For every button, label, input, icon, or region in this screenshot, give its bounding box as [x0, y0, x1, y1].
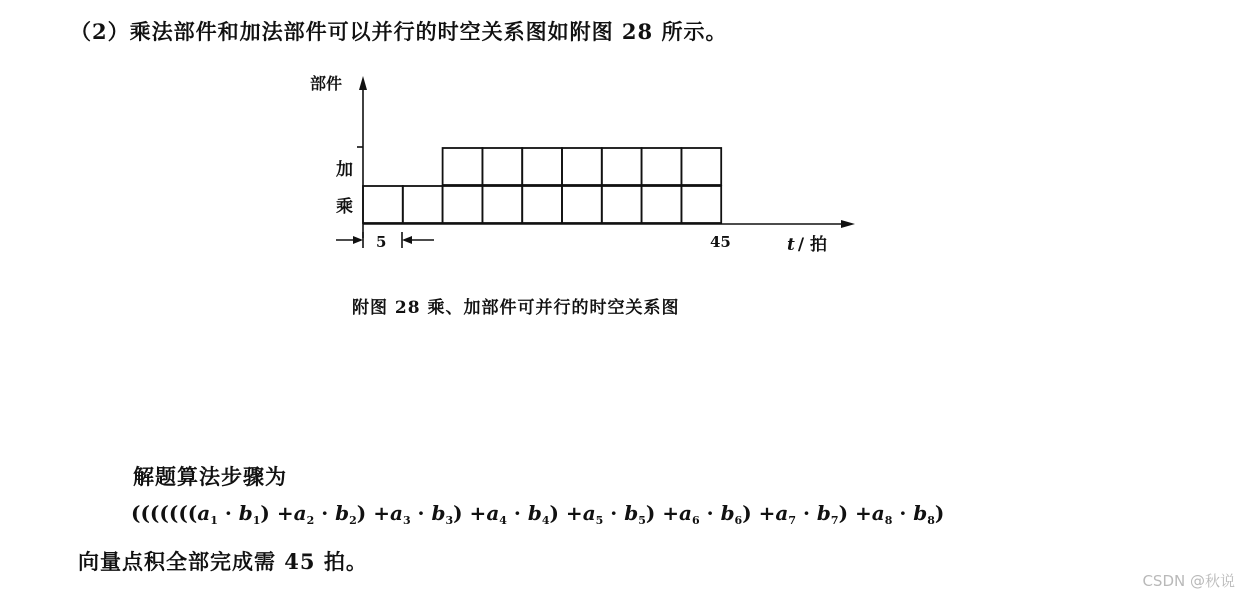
formula-close-paren: ) — [549, 501, 559, 525]
subscript: 8 — [884, 514, 893, 527]
subscript: 6 — [692, 514, 700, 527]
mul-slot — [403, 186, 443, 223]
subscript: 5 — [638, 514, 646, 527]
formula-close-paren: ) — [934, 501, 945, 525]
steps-heading: 解题算法步骤为 — [133, 464, 287, 489]
formula-b: b — [335, 501, 350, 525]
conclusion-text: 向量点积全部完成需 45 拍。 — [78, 549, 368, 574]
x-axis-arrow — [841, 220, 855, 228]
subscript: 3 — [445, 514, 454, 527]
formula-dot: · — [314, 501, 336, 525]
formula-plus: + — [366, 501, 390, 525]
formula-close-paren: ) — [838, 501, 849, 525]
mul-slot — [443, 186, 483, 223]
subscript: 7 — [830, 514, 839, 527]
formula-close-paren: ) — [356, 501, 367, 525]
add-slot — [602, 148, 642, 185]
formula-a: a — [582, 501, 596, 525]
formula-dot: · — [410, 501, 432, 525]
formula-open-parens: ((((((( — [131, 501, 198, 525]
formula-close-paren: ) — [453, 501, 463, 525]
space-time-diagram — [300, 66, 860, 266]
formula-b: b — [624, 501, 639, 525]
mul-slot — [681, 186, 721, 223]
formula-dot: · — [603, 501, 625, 525]
subscript: 4 — [499, 514, 507, 527]
formula-a: a — [679, 501, 693, 525]
add-slot — [443, 148, 483, 185]
subscript: 1 — [252, 514, 261, 527]
formula-dot: · — [796, 501, 817, 525]
add-slot — [522, 148, 562, 185]
interval-left-arrowhead — [353, 236, 363, 244]
subscript: 3 — [402, 514, 411, 527]
formula-dot: · — [506, 501, 528, 525]
subscript: 6 — [734, 514, 743, 527]
formula-b: b — [816, 501, 831, 525]
mul-slot — [602, 186, 642, 223]
mul-slot — [562, 186, 602, 223]
formula-plus: + — [655, 501, 680, 525]
subscript: 4 — [541, 514, 550, 527]
figure-caption: 附图 28 乘、加部件可并行的时空关系图 — [352, 298, 680, 318]
formula-a: a — [871, 501, 885, 525]
formula-dot: · — [699, 501, 721, 525]
subscript: 8 — [927, 514, 935, 527]
formula-plus: + — [462, 501, 487, 525]
formula-plus: + — [751, 501, 776, 525]
formula-b: b — [913, 501, 928, 525]
formula-close-paren: ) — [260, 501, 270, 525]
mul-slot — [642, 186, 682, 223]
add-slot — [642, 148, 682, 185]
end-label: 45 — [710, 233, 731, 251]
add-slot — [482, 148, 522, 185]
formula-a: a — [486, 501, 500, 525]
formula-a: a — [389, 501, 403, 525]
interval-right-arrowhead — [402, 236, 412, 244]
formula-b: b — [720, 501, 735, 525]
mul-slot — [482, 186, 522, 223]
subscript: 7 — [788, 514, 797, 527]
mul-slot — [363, 186, 403, 223]
watermark: CSDN @秋说 — [1142, 572, 1235, 590]
formula-plus: + — [558, 501, 583, 525]
add-slot — [562, 148, 602, 185]
x-axis-label — [787, 234, 827, 255]
formula-a: a — [293, 501, 307, 525]
row-label-mul: 乘 — [336, 197, 353, 217]
formula-dot: · — [217, 501, 239, 525]
row-label-add: 加 — [336, 160, 353, 180]
formula-b: b — [238, 501, 253, 525]
subscript: 1 — [210, 514, 218, 527]
formula-close-paren: ) — [645, 501, 656, 525]
formula-b: b — [431, 501, 446, 525]
intro-paragraph: （2）乘法部件和加法部件可以并行的时空关系图如附图 28 所示。 — [70, 19, 728, 44]
x-axis-label-unit: / 拍 — [797, 235, 827, 255]
formula-dot: · — [892, 501, 914, 525]
time-slot-grid — [363, 148, 721, 223]
formula-b: b — [527, 501, 542, 525]
formula-plus: + — [848, 501, 872, 525]
formula-a: a — [775, 501, 789, 525]
formula-a: a — [197, 501, 211, 525]
subscript: 5 — [595, 514, 604, 527]
x-axis-label-t: t — [787, 235, 795, 255]
formula-plus: + — [269, 501, 294, 525]
dot-product-formula — [131, 501, 944, 527]
y-axis-label: 部件 — [310, 74, 343, 93]
add-slot — [681, 148, 721, 185]
interval-label: 5 — [376, 233, 387, 251]
formula-close-paren: ) — [742, 501, 752, 525]
mul-slot — [522, 186, 562, 223]
subscript: 2 — [306, 514, 315, 527]
y-axis-arrow — [359, 76, 367, 90]
subscript: 2 — [349, 514, 357, 527]
